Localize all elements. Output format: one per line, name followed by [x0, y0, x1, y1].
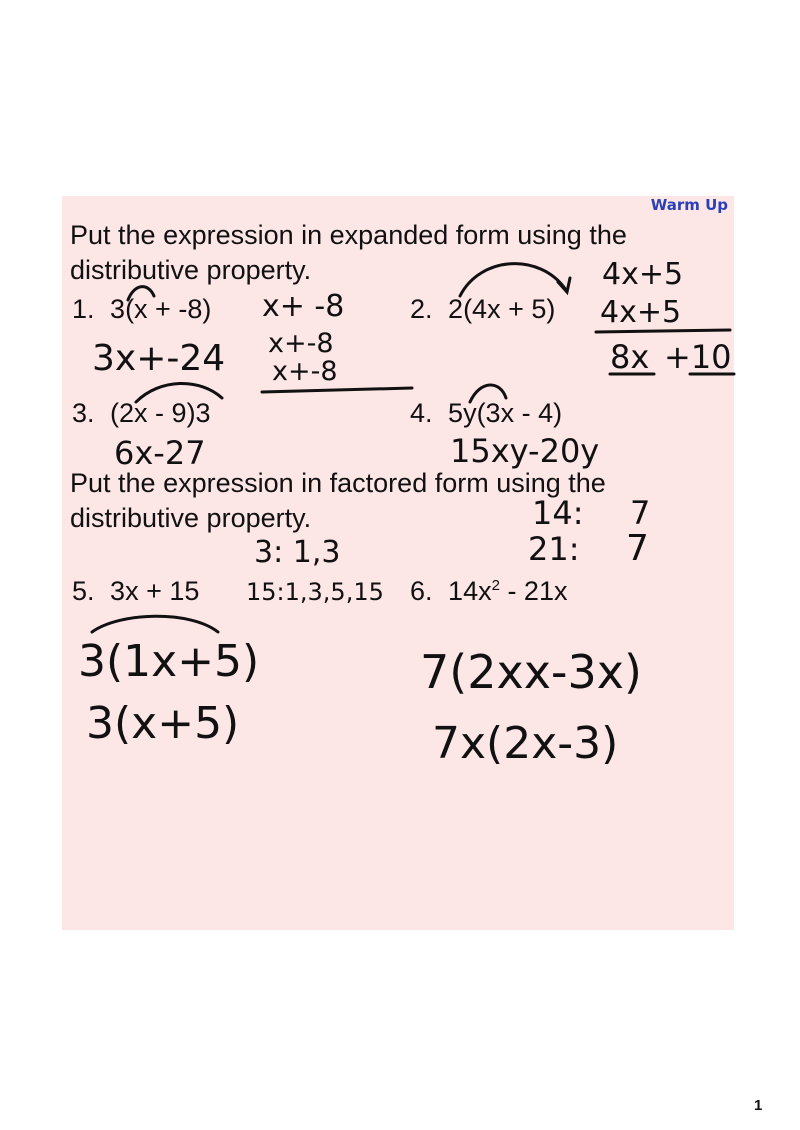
p1-arrow [128, 287, 154, 300]
problem-3-number: 3. [72, 398, 95, 428]
factor-3-list: 3: 1,3 [254, 535, 341, 570]
expanded-instruction-line2: distributive property. [70, 255, 312, 285]
page-number: 1 [754, 1097, 763, 1114]
p3-arrow [136, 383, 222, 402]
p1-answer: 3x+-24 [92, 338, 226, 379]
p3-answer: 6x-27 [114, 434, 206, 472]
problem-2-expression: 2(4x + 5) [448, 294, 556, 324]
problem-4-number: 4. [410, 398, 433, 428]
problem-6-base: 14x [448, 576, 492, 606]
warm-up-label: Warm Up [650, 196, 728, 214]
p4-answer: 15xy-20y [450, 432, 600, 470]
factor-14-label: 14: [532, 494, 584, 532]
problem-1-expression: 3(x + -8) [110, 294, 212, 324]
problem-5-expression: 3x + 15 [110, 576, 200, 606]
problem-2-number: 2. [410, 294, 433, 324]
factor-21-label: 21: [528, 530, 580, 568]
factored-instruction-line2: distributive property. [70, 503, 312, 533]
problem-3-expression: (2x - 9)3 [110, 398, 211, 428]
p2-arrow [460, 264, 566, 296]
p5-arrow [92, 616, 218, 632]
p5-answer: 3(x+5) [86, 698, 240, 749]
p1-side-work: x+ -8 [262, 289, 345, 324]
factor-15-list: 15:1,3,5,15 [246, 578, 384, 606]
p1-underline [262, 388, 412, 392]
p2-sum-first: 8x [610, 338, 650, 376]
factor-14-value: 7 [630, 494, 651, 532]
p5-work: 3(1x+5) [78, 636, 260, 687]
problem-6-number: 6. [410, 576, 433, 606]
problem-6-rest: - 21x [499, 576, 568, 606]
p1-stack-top: x+-8 [268, 328, 334, 359]
problem-6-exponent: 2 [491, 577, 500, 594]
p1-stack-bottom: x+-8 [272, 356, 338, 387]
p2-stack-bottom: 4x+5 [600, 295, 682, 330]
factored-instruction-line1: Put the expression in factored form using the [70, 468, 606, 498]
problem-1-number: 1. [72, 294, 95, 324]
p4-arrow [470, 385, 506, 402]
p6-answer: 7x(2x-3) [432, 718, 619, 769]
factor-21-value: 7 [626, 528, 649, 569]
problem-4-expression: 5y(3x - 4) [448, 398, 563, 428]
p2-sum-line [596, 330, 730, 332]
p6-work: 7(2xx-3x) [420, 645, 642, 699]
p2-stack-top: 4x+5 [602, 257, 684, 292]
problem-5-number: 5. [72, 576, 95, 606]
p2-sum-second: +10 [664, 338, 732, 376]
expanded-instruction-line1: Put the expression in expanded form using the [70, 220, 627, 250]
